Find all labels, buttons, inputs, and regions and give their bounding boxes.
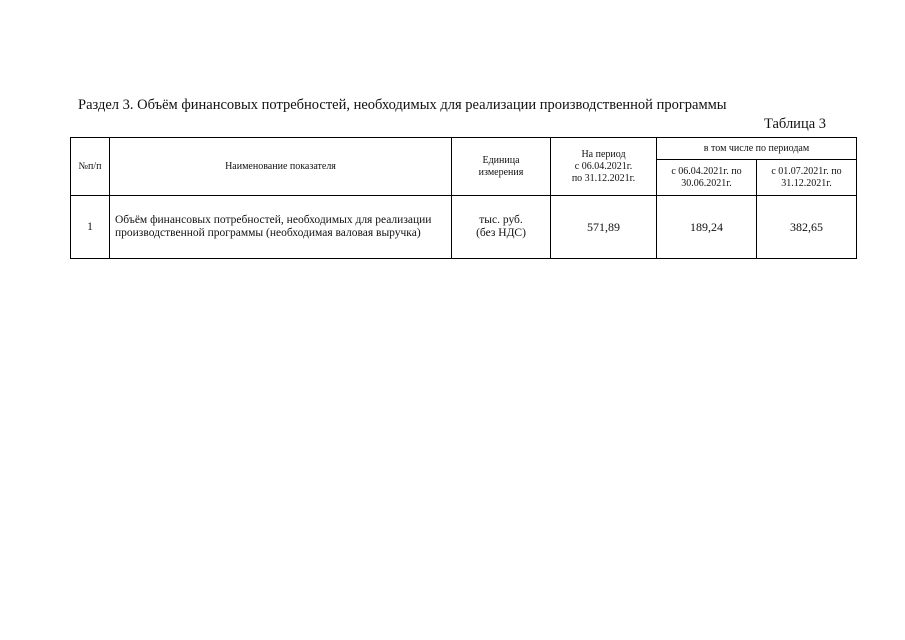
row-period-total-value: 571,89 bbox=[551, 196, 657, 259]
header-subperiods-group: в том числе по периодам bbox=[657, 138, 857, 160]
header-subperiod-2: с 01.07.2021г. по 31.12.2021г. bbox=[757, 160, 857, 196]
section-heading: Раздел 3. Объём финансовых потребностей, необходимых для реализации производственной программы bbox=[78, 97, 727, 113]
table-label: Таблица 3 bbox=[764, 116, 827, 132]
header-unit: Единица измерения bbox=[452, 138, 551, 196]
row-subperiod-1-value: 189,24 bbox=[657, 196, 757, 259]
header-name: Наименование показателя bbox=[110, 138, 452, 196]
header-period-total: На период с 06.04.2021г. по 31.12.2021г. bbox=[551, 138, 657, 196]
table-header-row bbox=[71, 138, 857, 160]
row-unit: тыс. руб. (без НДС) bbox=[452, 196, 551, 259]
row-subperiod-2-value: 382,65 bbox=[757, 196, 857, 259]
financial-needs-table bbox=[70, 137, 857, 259]
table-row bbox=[71, 196, 857, 259]
row-name: Объём финансовых потребностей, необходимых для реализации производственной программы (необходимая валовая выручка) bbox=[110, 196, 452, 259]
row-number: 1 bbox=[71, 196, 110, 259]
header-number: №п/п bbox=[71, 138, 110, 196]
header-subperiod-1: с 06.04.2021г. по 30.06.2021г. bbox=[657, 160, 757, 196]
